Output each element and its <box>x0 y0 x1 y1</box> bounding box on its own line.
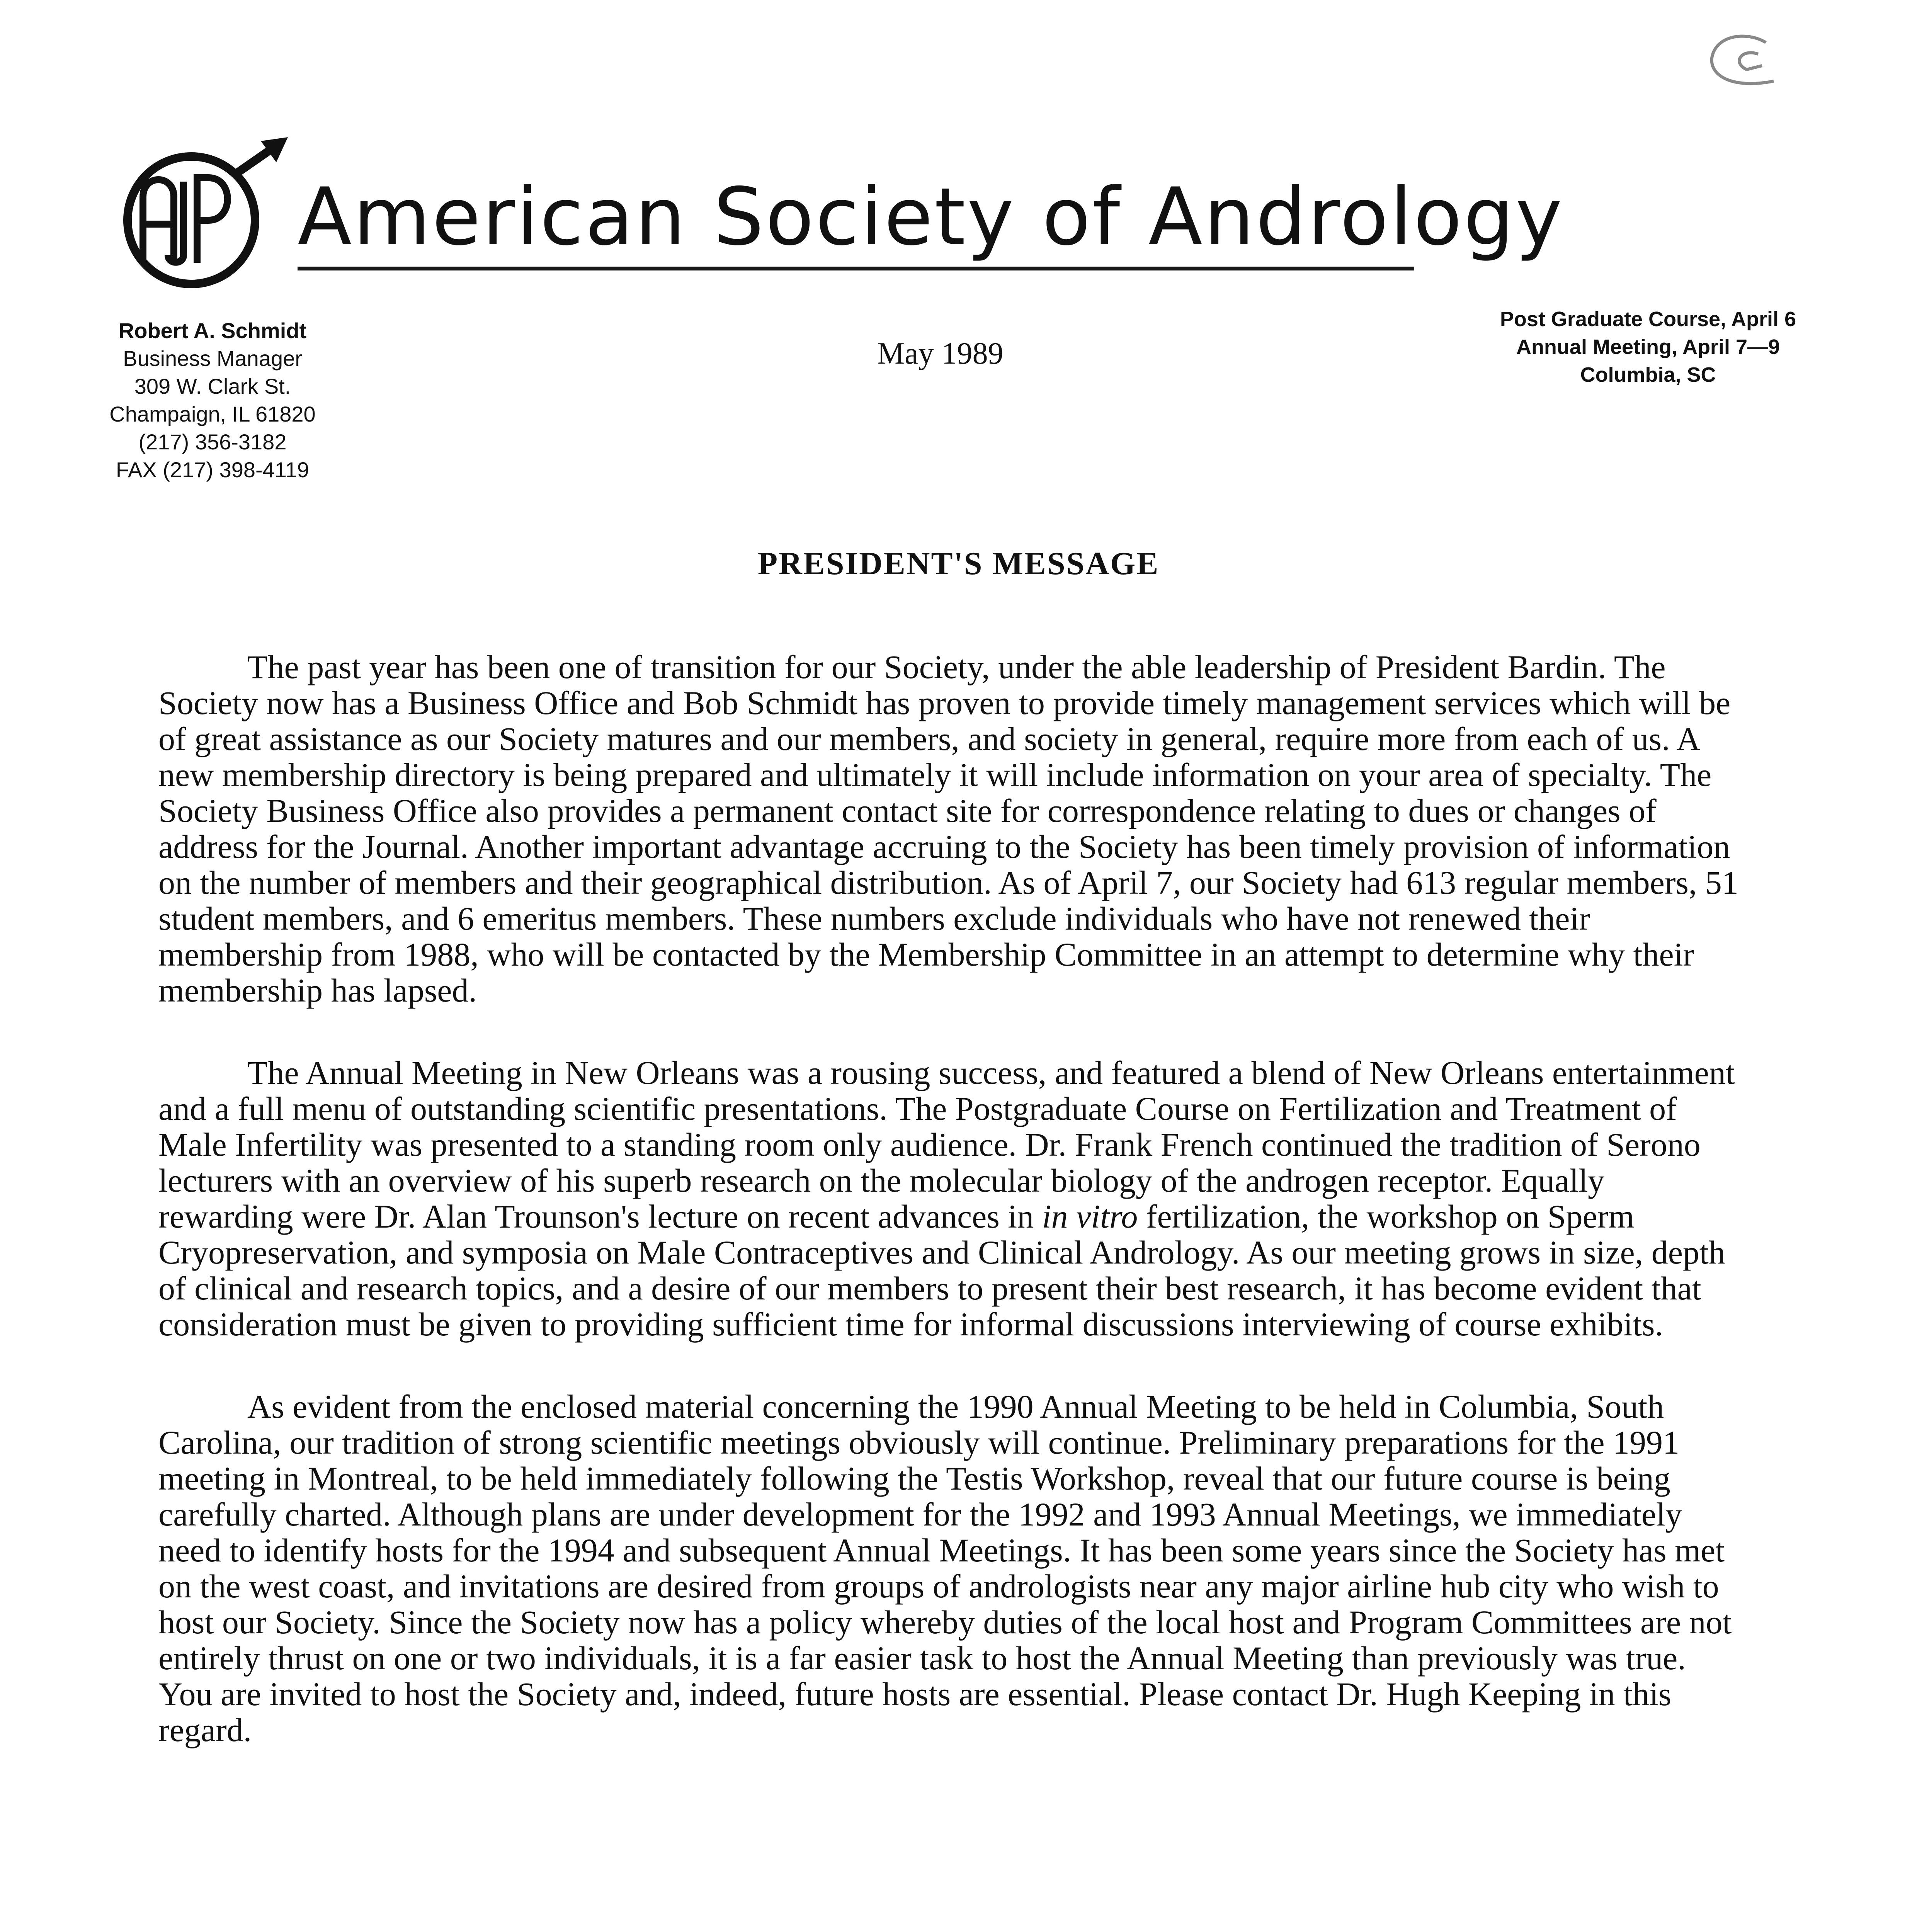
corner-mark-letter: C <box>1737 70 1740 75</box>
meeting-line-3: Columbia, SC <box>1580 363 1716 386</box>
sender-street: 309 W. Clark St. <box>134 374 291 398</box>
sender-city: Champaign, IL 61820 <box>109 402 316 426</box>
sender-fax: FAX (217) 398-4119 <box>116 457 310 482</box>
paragraph-1: The past year has been one of transition for our Society, under the able leadership of President Bardin. The Society now has a Business Office and Bob Schmidt has proven to provide timely management services which will be of great assistance as our Society matures and our members, and society in general, require more from each of us. A new membership directory is being prepared and ultimately it will include information on your area of specialty. The Society Business Office also provides a permanent contact site for correspondence relating to dues or changes of address for the Journal. Another important advantage accruing to the Society has been timely provision of information on the number of members and their geographical distribution. As of April 7, our Society had 613 regular members, 51 student members, and 6 emeritus members. These numbers exclude individuals who have not renewed their membership from 1988, who will be contacted by the Membership Committee in an attempt to determine why their membership has lapsed. <box>158 648 1738 1009</box>
sender-name: Robert A. Schmidt <box>118 318 307 343</box>
paragraph-3: As evident from the enclosed material concerning the 1990 Annual Meeting to be held in Columbia, South Carolina, our tradition of strong scientific meetings obviously will continue. Preliminary preparations for the 1991 meeting in Montreal, to be held immediately following the Testis Workshop, reveal that our future course is being carefully charted. Although plans are under development for the 1992 and 1993 Annual Meetings, we immediately need to identify hosts for the 1994 and subsequent Annual Meetings. It has been some years since the Society has met on the west coast, and invitations are desired from groups of andrologists near any major airline hub city who wish to host our Society. Since the Society now has a policy whereby duties of the local host and Program Committees are not entirely thrust on one or two individuals, it is a far easier task to host the Annual Meeting than previously was true. You are invited to host the Society and, indeed, future hosts are essential. Please contact Dr. Hugh Keeping in this regard. <box>158 1388 1732 1748</box>
sender-title: Business Manager <box>123 346 302 371</box>
paragraph-2-part-a: The Annual Meeting in New Orleans was a rousing success, and featured a blend of New Orleans entertainment and a full menu of outstanding scientific presentations. The Postgraduate Course on Fertilization and Treatment of Male Infertility was presented to a standing room only audience. Dr. Frank French continued the tradition of Serono lecturers with an overview of his superb research on the molecular biology of the androgen receptor. Equally rewarding were Dr. Alan Trounson's lecture on recent advances in <box>158 1054 1735 1235</box>
meeting-line-2: Annual Meeting, April 7—9 <box>1516 335 1780 359</box>
message-body <box>158 649 1747 1794</box>
sender-phone: (217) 356-3182 <box>138 430 287 454</box>
letterhead-rule <box>298 267 1414 270</box>
letter-date: May 1989 <box>877 337 1004 371</box>
handwritten-c-mark <box>1700 27 1789 97</box>
paragraph-2 <box>158 1055 1747 1342</box>
paragraph-2-part-b: fertilization, the workshop on Sperm Cryopreservation, and symposia on Male Contraceptives and Clinical Andrology. As our meeting grows in size, depth of clinical and research topics, and a desire of our members to present their best research, it has become evident that consideration must be given to providing sufficient time for informal discussions interviewing of course exhibits. <box>158 1198 1725 1343</box>
message-heading: PRESIDENT'S MESSAGE <box>757 546 1160 582</box>
sender-block <box>77 317 348 484</box>
asa-logo-icon <box>106 131 299 294</box>
meeting-line-1: Post Graduate Course, April 6 <box>1500 308 1796 331</box>
organization-name: American Society of Andrology <box>298 171 1564 263</box>
meeting-info <box>1430 305 1866 389</box>
paragraph-2-italic: in vitro <box>1042 1198 1138 1235</box>
